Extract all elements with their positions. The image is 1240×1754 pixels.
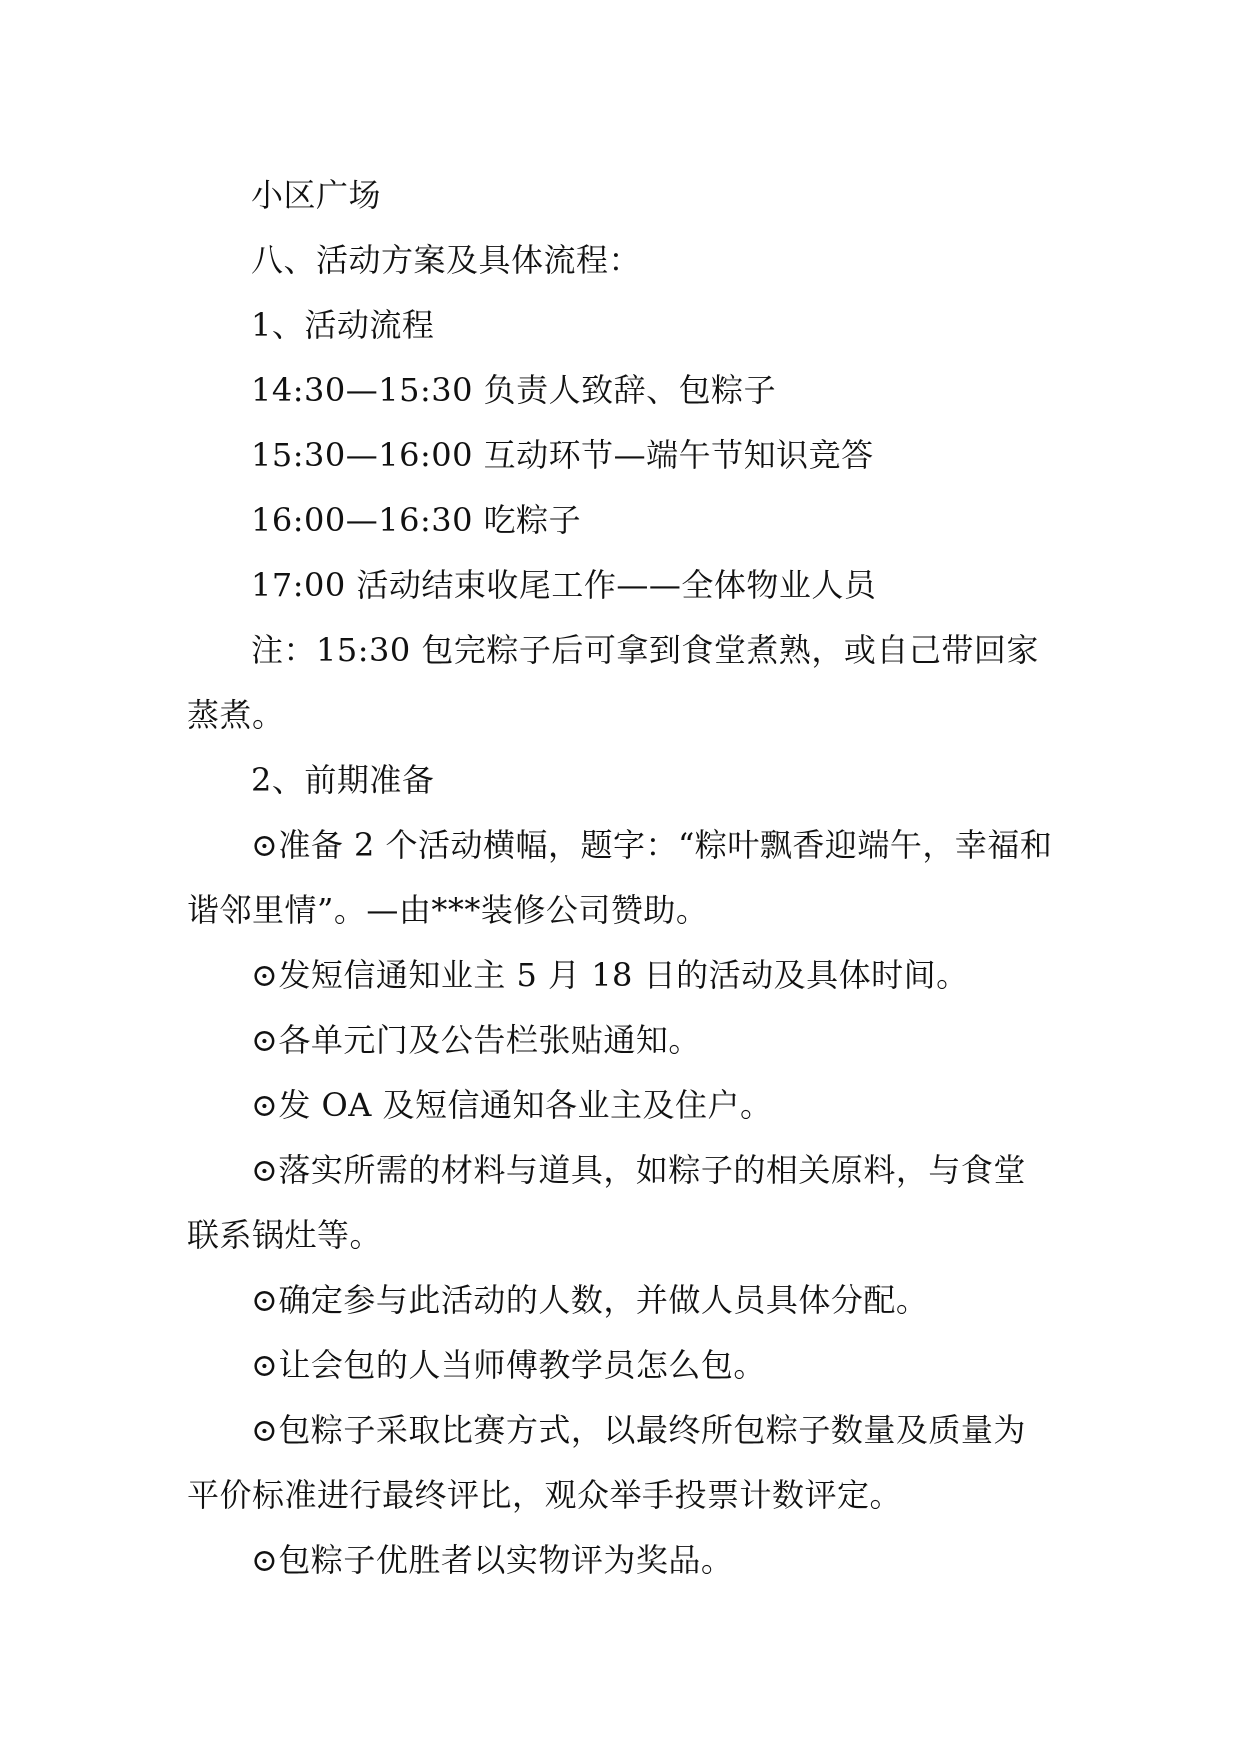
note-paragraph: 注：15:30 包完粽子后可拿到食堂煮熟，或自己带回家蒸煮。: [187, 631, 1039, 734]
preparation-item: ⊙落实所需的材料与道具，如粽子的相关原料，与食堂联系锅灶等。: [187, 1151, 1026, 1254]
section-heading-activity-plan: 八、活动方案及具体流程：: [251, 241, 642, 279]
preparation-item: ⊙确定参与此活动的人数，并做人员具体分配。: [251, 1281, 929, 1319]
paragraph-location: 小区广场: [251, 176, 382, 214]
preparation-item: ⊙包粽子优胜者以实物评为奖品。: [251, 1541, 734, 1579]
schedule-item: 17:00 活动结束收尾工作——全体物业人员: [251, 566, 877, 604]
preparation-item: ⊙发 OA 及短信通知各业主及住户。: [251, 1086, 773, 1124]
preparation-item: ⊙各单元门及公告栏张贴通知。: [251, 1021, 701, 1059]
preparation-item: ⊙让会包的人当师傅教学员怎么包。: [251, 1346, 766, 1384]
subheading-preparation: 2、前期准备: [251, 761, 435, 799]
schedule-item: 15:30—16:00 互动环节—端午节知识竞答: [251, 436, 874, 474]
document-body: [187, 163, 1057, 1593]
preparation-item: ⊙包粽子采取比赛方式，以最终所包粽子数量及质量为平价标准进行最终评比，观众举手投票计数评定。: [187, 1411, 1026, 1514]
preparation-item: ⊙准备 2 个活动横幅，题字：“粽叶飘香迎端午，幸福和谐邻里情”。—由***装修公司赞助。: [187, 826, 1053, 929]
subheading-activity-flow: 1、活动流程: [251, 306, 435, 344]
schedule-item: 16:00—16:30 吃粽子: [251, 501, 582, 539]
schedule-item: 14:30—15:30 负责人致辞、包粽子: [251, 371, 777, 409]
preparation-item: ⊙发短信通知业主 5 月 18 日的活动及具体时间。: [251, 956, 969, 994]
